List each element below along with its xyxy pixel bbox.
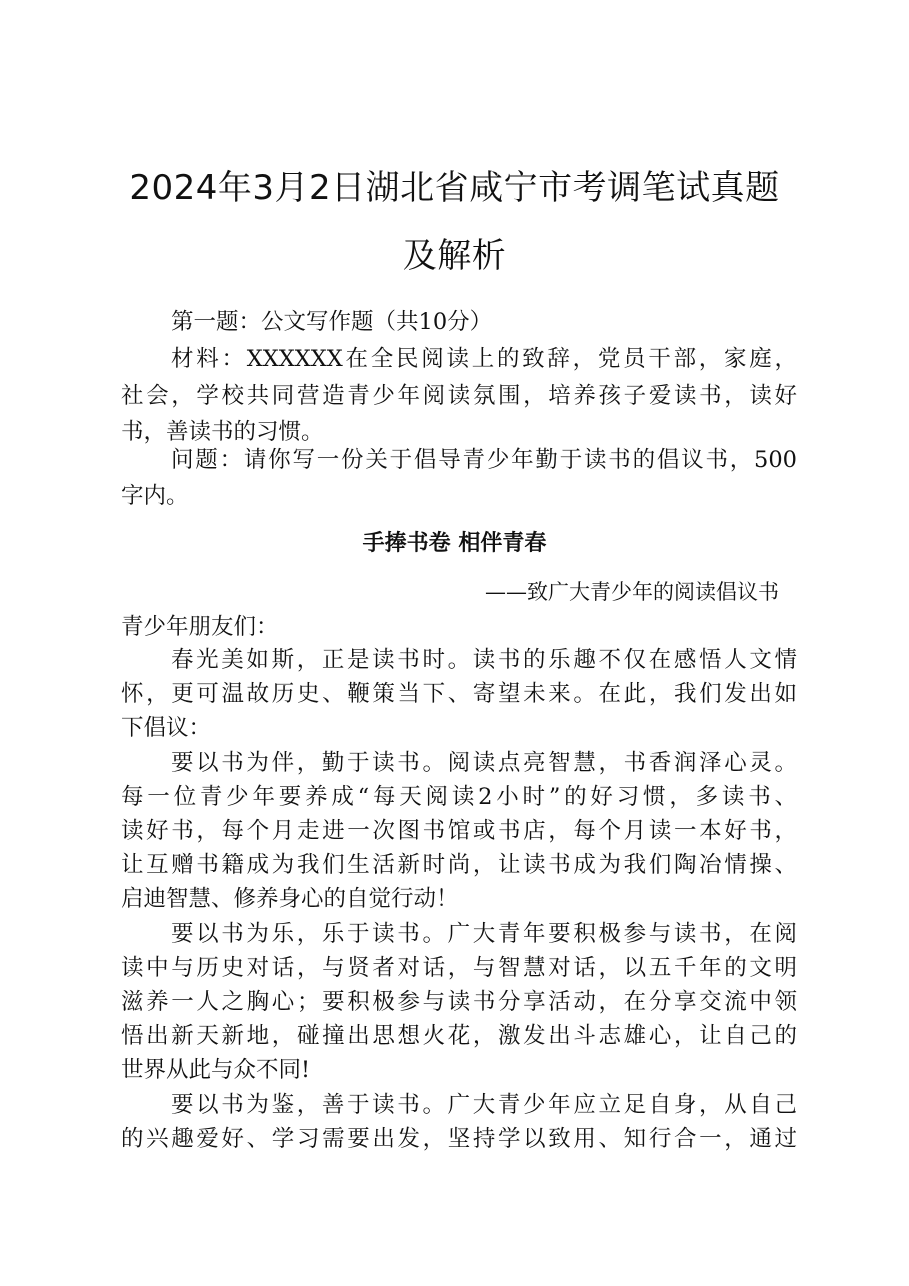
essay-subtitle: ——致广大青少年的阅读倡议书 — [485, 580, 779, 604]
paragraph-line: 要以书为鉴，善于读书。广大青少年应立足自身，从自己 — [171, 1092, 797, 1118]
document-title-line1: 2024年3月2日湖北省咸宁市考调笔试真题 — [129, 168, 780, 208]
paragraph-line: 要以书为乐，乐于读书。广大青年要积极参与读书，在阅 — [171, 921, 797, 947]
document-title-line2: 及解析 — [402, 236, 507, 276]
paragraph-line: 下倡议： — [121, 715, 212, 741]
paragraph-line: 读中与历史对话，与贤者对话，与智慧对话，以五千年的文明 — [121, 955, 797, 981]
paragraph-line: 世界从此与众不同! — [121, 1057, 311, 1083]
paragraph-line: 悟出新天新地，碰撞出思想火花，激发出斗志雄心，让自己的 — [121, 1023, 797, 1049]
question-line: 字内。 — [121, 483, 189, 509]
material-line: 书，善读书的习惯。 — [121, 419, 324, 445]
paragraph-line: 每一位青少年要养成“每天阅读2小时”的好习惯，多读书、 — [121, 784, 797, 810]
material-line: 材料：XXXXXX在全民阅读上的致辞，党员干部，家庭， — [171, 346, 797, 372]
essay-title: 手捧书卷 相伴青春 — [362, 531, 547, 556]
paragraph-line: 怀，更可温故历史、鞭策当下、寄望未来。在此，我们发出如 — [121, 681, 797, 707]
salutation: 青少年朋友们： — [121, 614, 279, 640]
material-line: 社会，学校共同营造青少年阅读氛围，培养孩子爱读书，读好 — [121, 383, 797, 409]
question-line: 问题：请你写一份关于倡导青少年勤于读书的倡议书，500 — [171, 447, 797, 473]
paragraph-line: 让互赠书籍成为我们生活新时尚，让读书成为我们陶冶情操、 — [121, 852, 797, 878]
paragraph-line: 春光美如斯，正是读书时。读书的乐趣不仅在感悟人文情 — [171, 647, 797, 673]
question-heading: 第一题：公文写作题（共10分） — [171, 309, 493, 335]
paragraph-line: 要以书为伴，勤于读书。阅读点亮智慧，书香润泽心灵。 — [171, 750, 797, 776]
paragraph-line: 滋养一人之胸心；要积极参与读书分享活动，在分享交流中领 — [121, 989, 797, 1015]
paragraph-line: 读好书，每个月走进一次图书馆或书店，每个月读一本好书， — [121, 818, 797, 844]
paragraph-line: 启迪智慧、修养身心的自觉行动！ — [121, 886, 459, 912]
paragraph-line: 的兴趣爱好、学习需要出发，坚持学以致用、知行合一，通过 — [121, 1126, 797, 1152]
